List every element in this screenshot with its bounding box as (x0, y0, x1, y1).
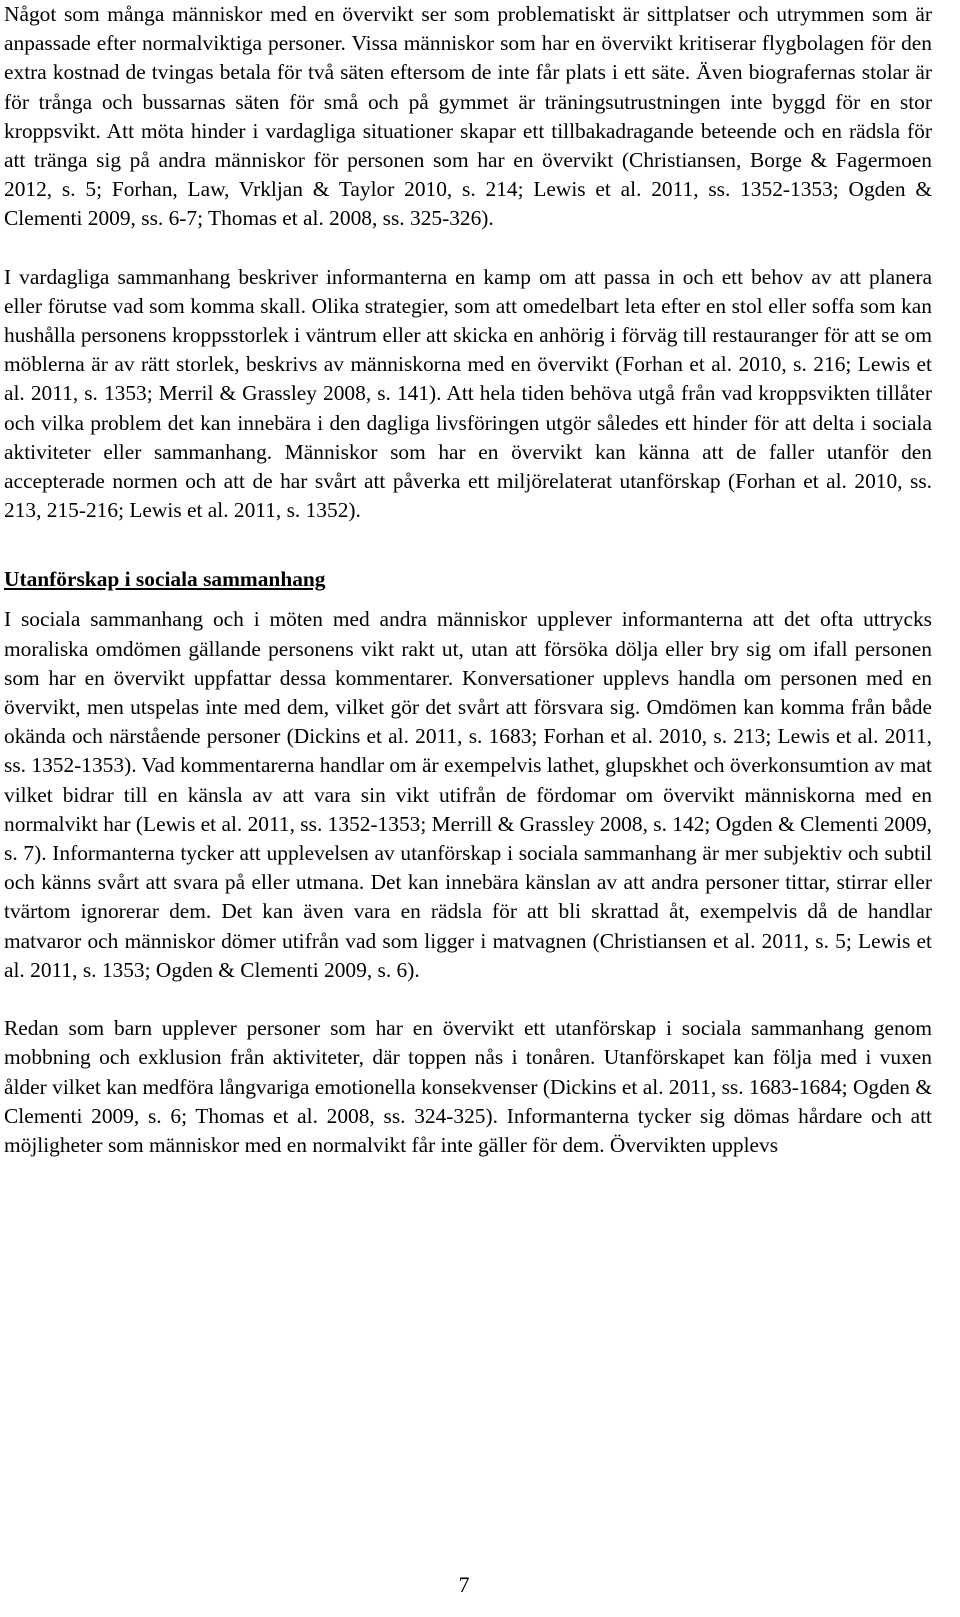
paragraph-seating-problems: Något som många människor med en övervikt ser som problematiskt är sittplatser och utrymmen som är anpassade efter normalviktiga personer. Vissa människor som har en övervikt kritiserar flygbolagen för den extra kostnad de tvingas betala för två säten eftersom de inte får plats i ett säte. Även biografernas stolar är för trånga och bussarnas säten för små och på gymmet är träningsutrustningen inte byggd för en stor kroppsvikt. Att möta hinder i vardagliga situationer skapar ett tillbakadragande beteende och en rädsla för att tränga sig på andra människor för personen som har en övervikt (Christiansen, Borge & Fagermoen 2012, s. 5; Forhan, Law, Vrkljan & Taylor 2010, s. 214; Lewis et al. 2011, ss. 1352-1353; Ogden & Clementi 2009, ss. 6-7; Thomas et al. 2008, ss. 325-326). (4, 2, 932, 231)
document-page (4, 0, 932, 1160)
section-heading: Utanförskap i sociala sammanhang (4, 567, 326, 592)
paragraph-childhood-exclusion: Redan som barn upplever personer som har en övervikt ett utanförskap i sociala sammanhang genom mobbning och exklusion från aktiviteter, där toppen nås i tonåren. Utanförskapet kan följa med i vuxen ålder vilket kan medföra långvariga emotionella konsekvenser (Dickins et al. 2011, ss. 1683-1684; Ogden & Clementi 2009, s. 6; Thomas et al. 2008, ss. 324-325). Informanterna tycker sig dömas hårdare och att möjligheter som människor med en normalvikt får inte gäller för dem. Övervikten upplevs (4, 1016, 932, 1157)
paragraph-social-judgements: I sociala sammanhang och i möten med andra människor upplever informanterna att det ofta uttrycks moraliska omdömen gällande personens vikt rakt ut, utan att försöka dölja eller bry sig om ifall personen som har en övervikt uppfattar dessa kommentarer. Konversationer upplevs handla om personen med en övervikt, men utspelas inte med dem, vilket gör det svårt att försvara sig. Omdömen kan komma från både okända och närstående personer (Dickins et al. 2011, s. 1683; Forhan et al. 2010, s. 213; Lewis et al. 2011, ss. 1352-1353). Vad kommentarerna handlar om är exempelvis lathet, glupskhet och överkonsumtion av mat vilket bidrar till en känsla av att vara sin vikt utifrån de fördomar om övervikt människorna med en normalvikt har (Lewis et al. 2011, ss. 1352-1353; Merrill & Grassley 2008, s. 142; Ogden & Clementi 2009, s. 7). Informanterna tycker att upplevelsen av utanförskap i sociala sammanhang är mer subjektiv och subtil och känns svårt att svara på eller utmana. Det kan innebära känslan av att andra personer tittar, stirrar eller tvärtom ignorerar dem. Det kan även vara en rädsla för att bli skrattad åt, exempelvis då de handlar matvaror och människor dömer utifrån vad som ligger i matvagnen (Christiansen et al. 2011, s. 5; Lewis et al. 2011, s. 1353; Ogden & Clementi 2009, s. 6). (4, 607, 932, 982)
paragraph-everyday-strategies: I vardagliga sammanhang beskriver informanterna en kamp om att passa in och ett behov av att planera eller förutse vad som komma skall. Olika strategier, som att omedelbart leta efter en stol eller soffa som kan hushålla personens kroppsstorlek i väntrum eller att skicka en anhörig i förväg till restauranger för att se om möblerna är av rätt storlek, beskrivs av människorna med en övervikt (Forhan et al. 2010, s. 216; Lewis et al. 2011, s. 1353; Merril & Grassley 2008, s. 141). Att hela tiden behöva utgå från vad kroppsvikten tillåter och vilka problem det kan innebära i den dagliga livsföringen utgör således ett hinder för att delta i sociala aktiviteter eller sammanhang. Människor som har en övervikt kan känna att de faller utanför den accepterade normen och att de har svårt att påverka ett miljörelaterat utanförskap (Forhan et al. 2010, ss. 213, 215-216; Lewis et al. 2011, s. 1352). (4, 264, 932, 523)
page-number: 7 (458, 1572, 470, 1597)
